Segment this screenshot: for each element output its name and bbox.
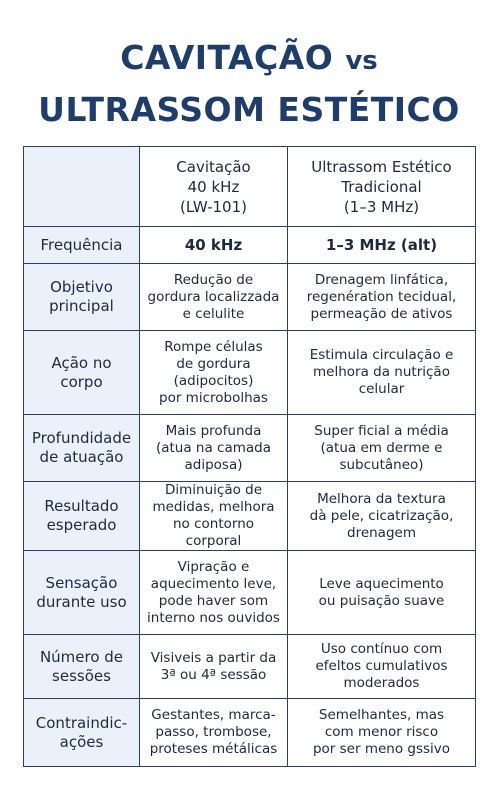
cell-cavitacao — [140, 415, 288, 482]
cell-ultrassom-line: Uso contínuo com — [320, 641, 443, 657]
header-cavitacao-line: (LW-101) — [180, 197, 247, 216]
row-label-line: Ação no — [51, 353, 112, 372]
cell-ultrassom-line: celular — [358, 381, 405, 397]
cell-ultrassom — [288, 331, 476, 415]
cell-cavitacao-line: Gestantes, marca- — [151, 707, 276, 723]
row-label-line: Profundidade — [31, 429, 132, 447]
cell-ultrassom-line: (atua em derme e — [320, 439, 443, 456]
cell-ultrassom-line: Leve aquecimento — [319, 575, 444, 592]
cell-cavitacao-line: aquecimento leve, — [150, 575, 277, 592]
cell-ultrassom-line: Drenagem linfática, — [314, 271, 449, 288]
cell-ultrassom — [288, 264, 476, 331]
table-row — [24, 415, 476, 482]
row-label-line: Sensação — [45, 573, 118, 592]
row-label-line: sessões — [52, 666, 111, 685]
cell-cavitacao — [140, 227, 288, 264]
cell-cavitacao-line: proteses métálicas — [149, 741, 278, 757]
header-cavitacao-line: 40 kHz — [187, 177, 240, 196]
cell-ultrassom — [288, 415, 476, 482]
title-cavitacao: CAVITAÇÃO — [120, 38, 334, 77]
cell-ultrassom-line: permeação de ativos — [310, 305, 453, 322]
row-label-line: corpo — [60, 372, 103, 391]
cell-ultrassom-line: com menor risco — [324, 724, 439, 740]
comparison-table-body — [24, 147, 476, 767]
cell-cavitacao-line: interno nos ouvidos — [147, 609, 280, 626]
table-row — [24, 699, 476, 767]
cell-ultrassom — [288, 551, 476, 635]
row-label-line: Frequência — [40, 235, 123, 254]
cell-cavitacao-line: 40 kHz — [184, 235, 243, 254]
header-cavitacao — [140, 147, 288, 227]
row-label — [24, 331, 140, 415]
cell-cavitacao-line: gordura localizzada — [147, 288, 280, 305]
row-label-line: durante uso — [36, 592, 127, 611]
cell-cavitacao-line: pode haver som — [158, 592, 269, 609]
cell-cavitacao-line: medidas, melhora — [152, 499, 275, 515]
cell-cavitacao-line: por microbolhas — [159, 389, 268, 406]
row-label — [24, 551, 140, 635]
cell-cavitacao-line: Visiveis a partir da — [150, 649, 277, 666]
cell-ultrassom — [288, 227, 476, 264]
cell-cavitacao-line: 3ª ou 4ª sessão — [160, 666, 267, 683]
cell-ultrassom-line: Estimula circulação e — [309, 347, 454, 363]
cell-ultrassom-line: Melhora da textura — [317, 490, 446, 507]
cell-cavitacao-line: Mais profunda — [165, 422, 262, 439]
cell-cavitacao — [140, 551, 288, 635]
cell-ultrassom-line: drenagem — [347, 524, 416, 541]
cell-ultrassom-line: Super ficial a média — [314, 422, 449, 439]
title-line-2: ULTRASSOM ESTÉTICO — [38, 90, 460, 129]
cell-cavitacao — [140, 482, 288, 551]
row-label — [24, 415, 140, 482]
table-row — [24, 264, 476, 331]
row-label-line: esperado — [46, 516, 117, 534]
header-ultrassom-line: (1–3 MHz) — [343, 197, 420, 216]
cell-cavitacao-line: (adipocitos) — [173, 372, 254, 389]
cell-ultrassom-line: melhora da nutrição — [313, 364, 450, 380]
cell-ultrassom-line: 1–3 MHz (alt) — [325, 235, 438, 254]
cell-ultrassom-line: Semelhantes, mas — [318, 707, 445, 723]
cell-cavitacao-line: Diminuição de — [164, 482, 263, 498]
cell-ultrassom-line: efeltos cumulativos — [315, 658, 448, 674]
row-label-line: Resultado — [44, 497, 119, 515]
table-row — [24, 331, 476, 415]
row-label-line: Contraindic- — [35, 713, 128, 732]
header-ultrassom-line: Ultrassom Estético — [311, 157, 452, 176]
table-row — [24, 635, 476, 699]
cell-ultrassom-line: por ser meno gssivo — [312, 741, 451, 757]
cell-cavitacao-line: (atua na camada — [155, 439, 272, 456]
cell-ultrassom — [288, 482, 476, 551]
table-corner-cell — [24, 147, 140, 227]
page-title — [0, 36, 498, 133]
cell-cavitacao-line: Vipração e — [177, 558, 250, 575]
cell-cavitacao — [140, 264, 288, 331]
table-row — [24, 482, 476, 551]
row-label — [24, 264, 140, 331]
cell-cavitacao-line: adiposa) — [184, 456, 243, 473]
comparison-table — [23, 146, 476, 767]
row-label — [24, 699, 140, 767]
header-cavitacao-line: Cavitação — [176, 157, 251, 176]
cell-ultrassom-line: dà pele, cicatrização, — [309, 507, 454, 524]
cell-cavitacao — [140, 635, 288, 699]
cell-ultrassom — [288, 699, 476, 767]
row-label — [24, 227, 140, 264]
row-label-line: Objetivo — [50, 278, 113, 296]
cell-cavitacao-line: no contorno corporal — [172, 516, 255, 549]
table-row — [24, 551, 476, 635]
cell-cavitacao-line: passo, trombose, — [155, 724, 272, 740]
table-header-row — [24, 147, 476, 227]
row-label-line: ações — [59, 732, 104, 751]
row-label — [24, 482, 140, 551]
cell-cavitacao — [140, 331, 288, 415]
cell-ultrassom-line: moderados — [343, 675, 420, 691]
cell-ultrassom-line: ou puisação suave — [318, 592, 445, 609]
header-ultrassom-line: Tradicional — [341, 177, 422, 196]
cell-ultrassom — [288, 635, 476, 699]
cell-cavitacao — [140, 699, 288, 767]
cell-cavitacao-line: Rompe células — [164, 338, 263, 355]
cell-ultrassom-line: regenération tecidual, — [306, 288, 457, 305]
row-label-line: Número de — [39, 647, 124, 666]
cell-cavitacao-line: de gordura — [176, 355, 251, 372]
cell-ultrassom-line: subcutâneo) — [339, 456, 424, 473]
row-label-line: principal — [49, 297, 114, 315]
title-vs: vs — [345, 46, 378, 76]
cell-cavitacao-line: Redução de — [173, 271, 254, 288]
cell-cavitacao-line: e celulite — [182, 305, 245, 322]
table-row — [24, 227, 476, 264]
row-label-line: de atuação — [39, 448, 124, 466]
row-label — [24, 635, 140, 699]
title-line-1 — [0, 36, 498, 83]
header-ultrassom — [288, 147, 476, 227]
